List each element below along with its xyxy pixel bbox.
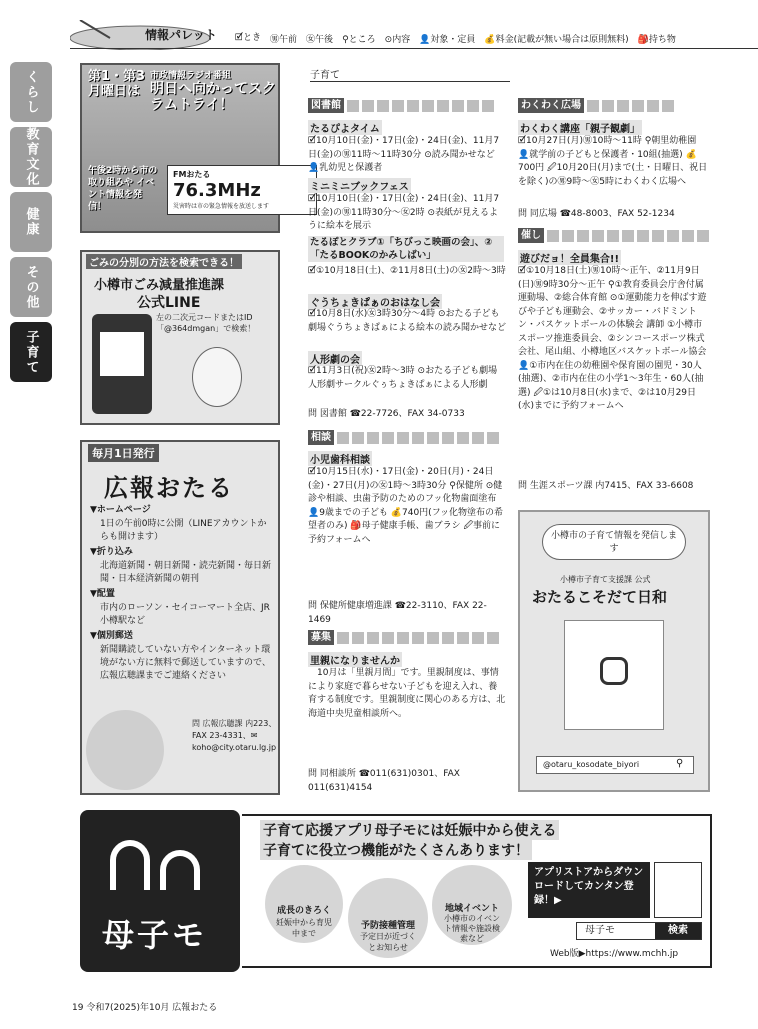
koho-mail: 新聞購読していない方やインターネット環境がない方に無料で郵送していますので、広報広聴課までご連絡ください [100, 645, 271, 681]
koho-title: 広報おたる [104, 474, 234, 502]
legend-items: 🎒持ち物 [637, 34, 676, 45]
ad-line1: 子育て応援アプリ母子モには妊娠中から使える [260, 820, 559, 840]
koho-mail-heading: ▼個別郵送 [90, 631, 133, 641]
tab-kurashi[interactable]: くらし [10, 62, 52, 122]
library-header: 図書館 [308, 98, 494, 113]
koho-ad [80, 440, 280, 795]
tab-childcare[interactable]: 子育て [10, 322, 52, 382]
library-item-body: 🗹10月10日(金)・17日(金)・24日(金)、11月7日(金)の㊚11時〜11時30分 ⊙読み聞かせなど 👤乳幼児と保護者 [308, 136, 500, 173]
library-item-body: 🗹①10月18日(土)、②11月8日(土)の㊛2時〜3時 [308, 266, 506, 276]
page-footer: 19 令和7(2025)年10月 広報おたる [72, 1003, 218, 1013]
koho-place: 市内のローソン・セイコーマート全店、JR小樽駅など [100, 603, 270, 626]
sodate-name: おたるこそだて日和 [532, 588, 668, 606]
koho-contact: 問 広報広聴課 内223、FAX 23-4331、✉koho@city.otaru.lg.jp [192, 719, 277, 752]
wakuwaku-header: わくわく広場 [518, 98, 674, 113]
radio-days: 第1・第3月曜日は [88, 69, 146, 99]
radio-ad [80, 63, 280, 233]
consult-title: 小児歯科相談 [308, 451, 372, 466]
web-link[interactable]: Web版▶https://www.mchh.jp [550, 949, 679, 959]
koho-insert-heading: ▼折り込み [90, 547, 133, 557]
legend-place: ⚲ところ [342, 34, 376, 45]
search-box[interactable]: 母子モ 検索 [576, 922, 702, 940]
store-download-button[interactable]: アプリストアからダウンロードしてカンタン登録！▶ [528, 862, 650, 918]
tab-education[interactable]: 教育文化 [10, 127, 52, 187]
feature-events: 地域イベント 小樽市のイベント情報や施設検索など [432, 865, 512, 945]
consult-body: 🗹10月15日(水)・17日(金)・20日(月)・24日(金)・27日(月)の㊛1時〜3時30分 ⚲保健所 ⊙健診や相談、虫歯予防のためのフッ化物歯面塗布 👤9歳までの子ども 💰740円(フッ化物塗布の希望者のみ) 🎒母子健康手帳、歯ブラシ 🖉事前に予約フォームへ [308, 467, 504, 545]
legend-content: ⊙内容 [384, 34, 411, 45]
qr-code-icon [100, 332, 144, 376]
consult-contact: 問 保健所健康増進課 ☎22-3110、FAX 22-1469 [308, 601, 487, 625]
legend-am: ㊚午前 [270, 34, 298, 45]
sodate-ad [518, 510, 710, 792]
koho-issue: 毎月1日発行 [88, 444, 159, 462]
koho-homepage-heading: ▼ホームページ [90, 505, 151, 515]
recruit-body: 10月は「里親月間」です。里親制度は、事情により家庭で暮らせない子どもを迎え入れ、養育する制度です。里親制度に関心のある方は、北海道中央児童相談所へ。 [308, 668, 506, 719]
radio-desc: 午後2時から市の取り組みや イベント情報を発信！ [88, 166, 158, 212]
radio-catch: 明日へ向かってスクラムトライ！ [150, 81, 276, 113]
qr-code-icon [654, 862, 702, 918]
event-header: 催し [518, 228, 709, 243]
fm-frequency: 76.3MHz [173, 180, 261, 201]
sodate-org: 小樽市子育て支援課 公式 [560, 575, 651, 584]
radio-program: 市政情報ラジオ番組 [150, 71, 232, 81]
legend [235, 30, 676, 46]
library-item-title: たるぽとクラブ①「ちびっこ映画の会」、②「たるBOOKのかみしばい」 [308, 236, 504, 262]
instagram-qr-code-icon [564, 620, 664, 730]
line-ad [80, 250, 280, 425]
library-item-title: ぐうちょきぱぁのおはなし会 [308, 294, 442, 309]
library-item-body: 🗹10月8日(水)㊛3時30分〜4時 ⊙おたる子ども劇場ぐうちょきぱぁによる絵本の読み聞かせなど [308, 309, 507, 333]
library-item-body: 🗹10月10日(金)・17日(金)・24日(金)、11月7日(金)の㊚11時30分〜㊛2時 ⊙表紙が見えるように絵本を展示 [308, 194, 500, 231]
koho-insert: 北海道新聞・朝日新聞・読売新聞・毎日新聞・日本経済新聞の朝刊 [100, 561, 272, 584]
section-title: 子育て [310, 66, 510, 82]
tab-health[interactable]: 健康 [10, 192, 52, 252]
event-contact: 問 生涯スポーツ課 内7415、FAX 33-6608 [518, 481, 694, 491]
line-desc: 左の二次元コードまたはID「@364dmgan」で検索！ [156, 313, 256, 333]
penguin-icon [160, 850, 200, 890]
line-title: 小樽市ごみ減量推進課 [94, 278, 225, 293]
mascot-icon [192, 347, 242, 407]
header-title: 情報パレット [145, 28, 217, 42]
page-header [70, 8, 758, 48]
koho-place-heading: ▼配置 [90, 589, 115, 599]
koho-mascot-icon [86, 710, 164, 790]
feature-growth: 成長のきろく 妊娠中から育児中まで [265, 865, 343, 943]
sodate-intro: 小樽市の子育て情報を発信します [542, 524, 686, 560]
legend-target: 👤対象・定員 [419, 34, 476, 45]
legend-fee: 💰料金(記載が無い場合は原則無料) [484, 34, 629, 45]
recruit-contact: 問 同相談所 ☎011(631)0301、FAX 011(631)4154 [308, 769, 460, 793]
tab-other[interactable]: その他 [10, 257, 52, 317]
phone-icon [92, 314, 152, 414]
library-item-title: 人形劇の会 [308, 351, 362, 366]
library-item-title: たるぴよタイム [308, 120, 382, 135]
header-rule [70, 48, 758, 49]
line-subtitle: 公式LINE [137, 295, 201, 311]
instagram-icon [600, 657, 628, 685]
consult-header: 相談 [308, 430, 499, 445]
boshimo-logo: 母子モ [80, 810, 240, 972]
wakuwaku-title: わくわく講座「親子観劇」 [518, 120, 642, 135]
recruit-header: 募集 [308, 630, 499, 645]
wakuwaku-contact: 問 同広場 ☎48-8003、FAX 52-1234 [518, 209, 675, 219]
penguin-icon [110, 840, 150, 890]
library-item-body: 🗹11月3日(祝)㊛2時〜3時 ⊙おたる子ども劇場人形劇サークルぐぅちょきぱぁによる人形劇 [308, 366, 498, 390]
search-button[interactable]: 検索 [655, 923, 701, 939]
event-body: 🗹①10月18日(土)㊚10時〜正午、②11月9日(日)㊚9時30分〜正午 ⚲①教育委員会庁舎付属運動場、②総合体育館 ⊙①運動能力を伸ばす遊びや子ども運動会、②サッカー・バドミントン・バスケットボールの体験会 講師 ①小樽市スポーツ推進委員会、②シンコースポーツ株式会社、尾山組、小樽地区バスケットボール協会 👤①市内在住の幼稚園や保育園の園児・30人(抽選)、②市内在住の小学1〜3年生・60人(抽選) 🖉①は10月8日(水)まで、②は10月29日(水)までに予約フォームへ [518, 266, 707, 411]
koho-homepage: 1日の午前0時に公開（LINEアカウントからも開けます） [100, 519, 267, 542]
feature-vaccination: 予防接種管理 予定日が近づくとお知らせ [348, 878, 428, 958]
event-title: 遊びだョ！全員集合!! [518, 250, 621, 265]
fm-otaru-logo: FMおたる 76.3MHz 災害時は市の緊急情報を放送します [167, 165, 317, 215]
recruit-title: 里親になりませんか [308, 652, 402, 667]
search-icon[interactable]: ⚲ [676, 758, 684, 769]
ad-line2: 子育てに役立つ機能がたくさんあります！ [260, 840, 532, 860]
line-top: ごみの分別の方法を検索できる！ [86, 254, 242, 269]
boshimo-ad [80, 810, 712, 972]
legend-date: 🗹とき [235, 33, 262, 43]
library-contact: 問 図書館 ☎22-7726、FAX 34-0733 [308, 409, 465, 419]
wakuwaku-body: 🗹10月27日(月)㊚10時〜11時 ⚲朝里幼稚園 👤就学前の子どもと保護者・10組(抽選) 💰700円 🖉10月20日(月)まで(土・日曜日、祝日を除く)の㊚9時〜㊛5時にわくわく広場へ [518, 136, 708, 187]
instagram-handle: @otaru_kosodate_biyori [536, 756, 694, 774]
legend-pm: ㊛午後 [306, 34, 334, 45]
library-item-title: ミニミニブックフェス [308, 178, 411, 193]
